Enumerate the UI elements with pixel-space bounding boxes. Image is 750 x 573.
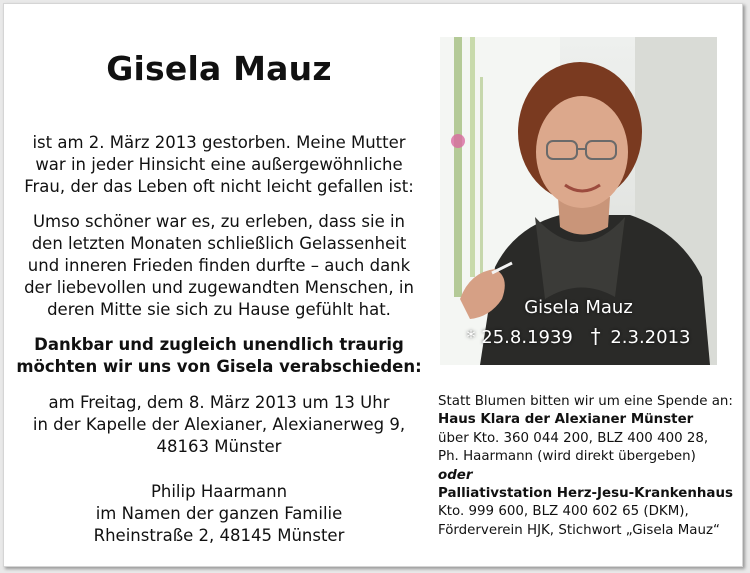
donation-org-1: Haus Klara der Alexianer Münster (438, 412, 694, 428)
donation-org-1-note: Ph. Haarmann (wird direkt übergeben) (438, 449, 696, 465)
signer-address: Rheinstraße 2, 48145 Münster (93, 526, 345, 545)
text-line: in der Kapelle der Alexianer, Alexianerweg 9, (32, 415, 406, 434)
photo-caption-dates (440, 324, 717, 348)
donation-intro: Statt Blumen bitten wir um eine Spende an: (438, 394, 733, 409)
death-date: 2.3.2013 (610, 327, 691, 348)
obituary-card (3, 3, 743, 567)
text-line: der liebevollen und zugewandten Menschen, in (24, 278, 414, 297)
text-line: deren Mitte sie sich zu Hause gefühlt hat. (47, 300, 391, 319)
text-line: möchten wir uns von Gisela verabschieden: (16, 357, 422, 376)
text-line: Umso schöner war es, zu erleben, dass sie in (32, 212, 406, 231)
photo-caption-name: Gisela Mauz (524, 297, 633, 318)
donation-org-1-account: über Kto. 360 044 200, BLZ 400 400 28, (438, 430, 709, 446)
text-line: war in jeder Hinsicht eine außergewöhnliche (35, 155, 403, 174)
death-announcement-paragraph (4, 132, 434, 198)
donation-oder: oder (438, 467, 473, 483)
signer-name: Philip Haarmann (150, 482, 288, 501)
signer-role: im Namen der ganzen Familie (95, 504, 343, 523)
donation-org-2-account: Kto. 999 600, BLZ 400 602 65 (DKM), (438, 504, 689, 520)
text-line: den letzten Monaten schließlich Gelassenheit (31, 234, 407, 253)
donation-org-2-note: Förderverein HJK, Stichwort „Gisela Mauz“ (438, 522, 720, 538)
text-line: Frau, der das Leben oft nicht leicht gefallen ist: (24, 177, 414, 196)
deceased-name-heading: Gisela Mauz (106, 49, 332, 88)
portrait-photo (440, 37, 717, 365)
birth-date: * 25.8.1939 (466, 327, 573, 348)
text-line: Dankbar und zugleich unendlich traurig (34, 335, 404, 354)
text-line: 48163 Münster (156, 437, 282, 456)
text-line: und inneren Frieden finden durfte – auch dank (27, 256, 411, 275)
tribute-paragraph (4, 211, 434, 321)
funeral-details-paragraph (4, 392, 434, 458)
farewell-paragraph (4, 334, 434, 378)
cross-icon: † (590, 324, 601, 348)
signature-block (4, 481, 434, 547)
donation-org-2: Palliativstation Herz-Jesu-Krankenhaus (438, 486, 733, 502)
text-line: ist am 2. März 2013 gestorben. Meine Mutter (32, 133, 406, 152)
donation-notice (438, 393, 738, 540)
text-line: am Freitag, dem 8. März 2013 um 13 Uhr (48, 393, 390, 412)
